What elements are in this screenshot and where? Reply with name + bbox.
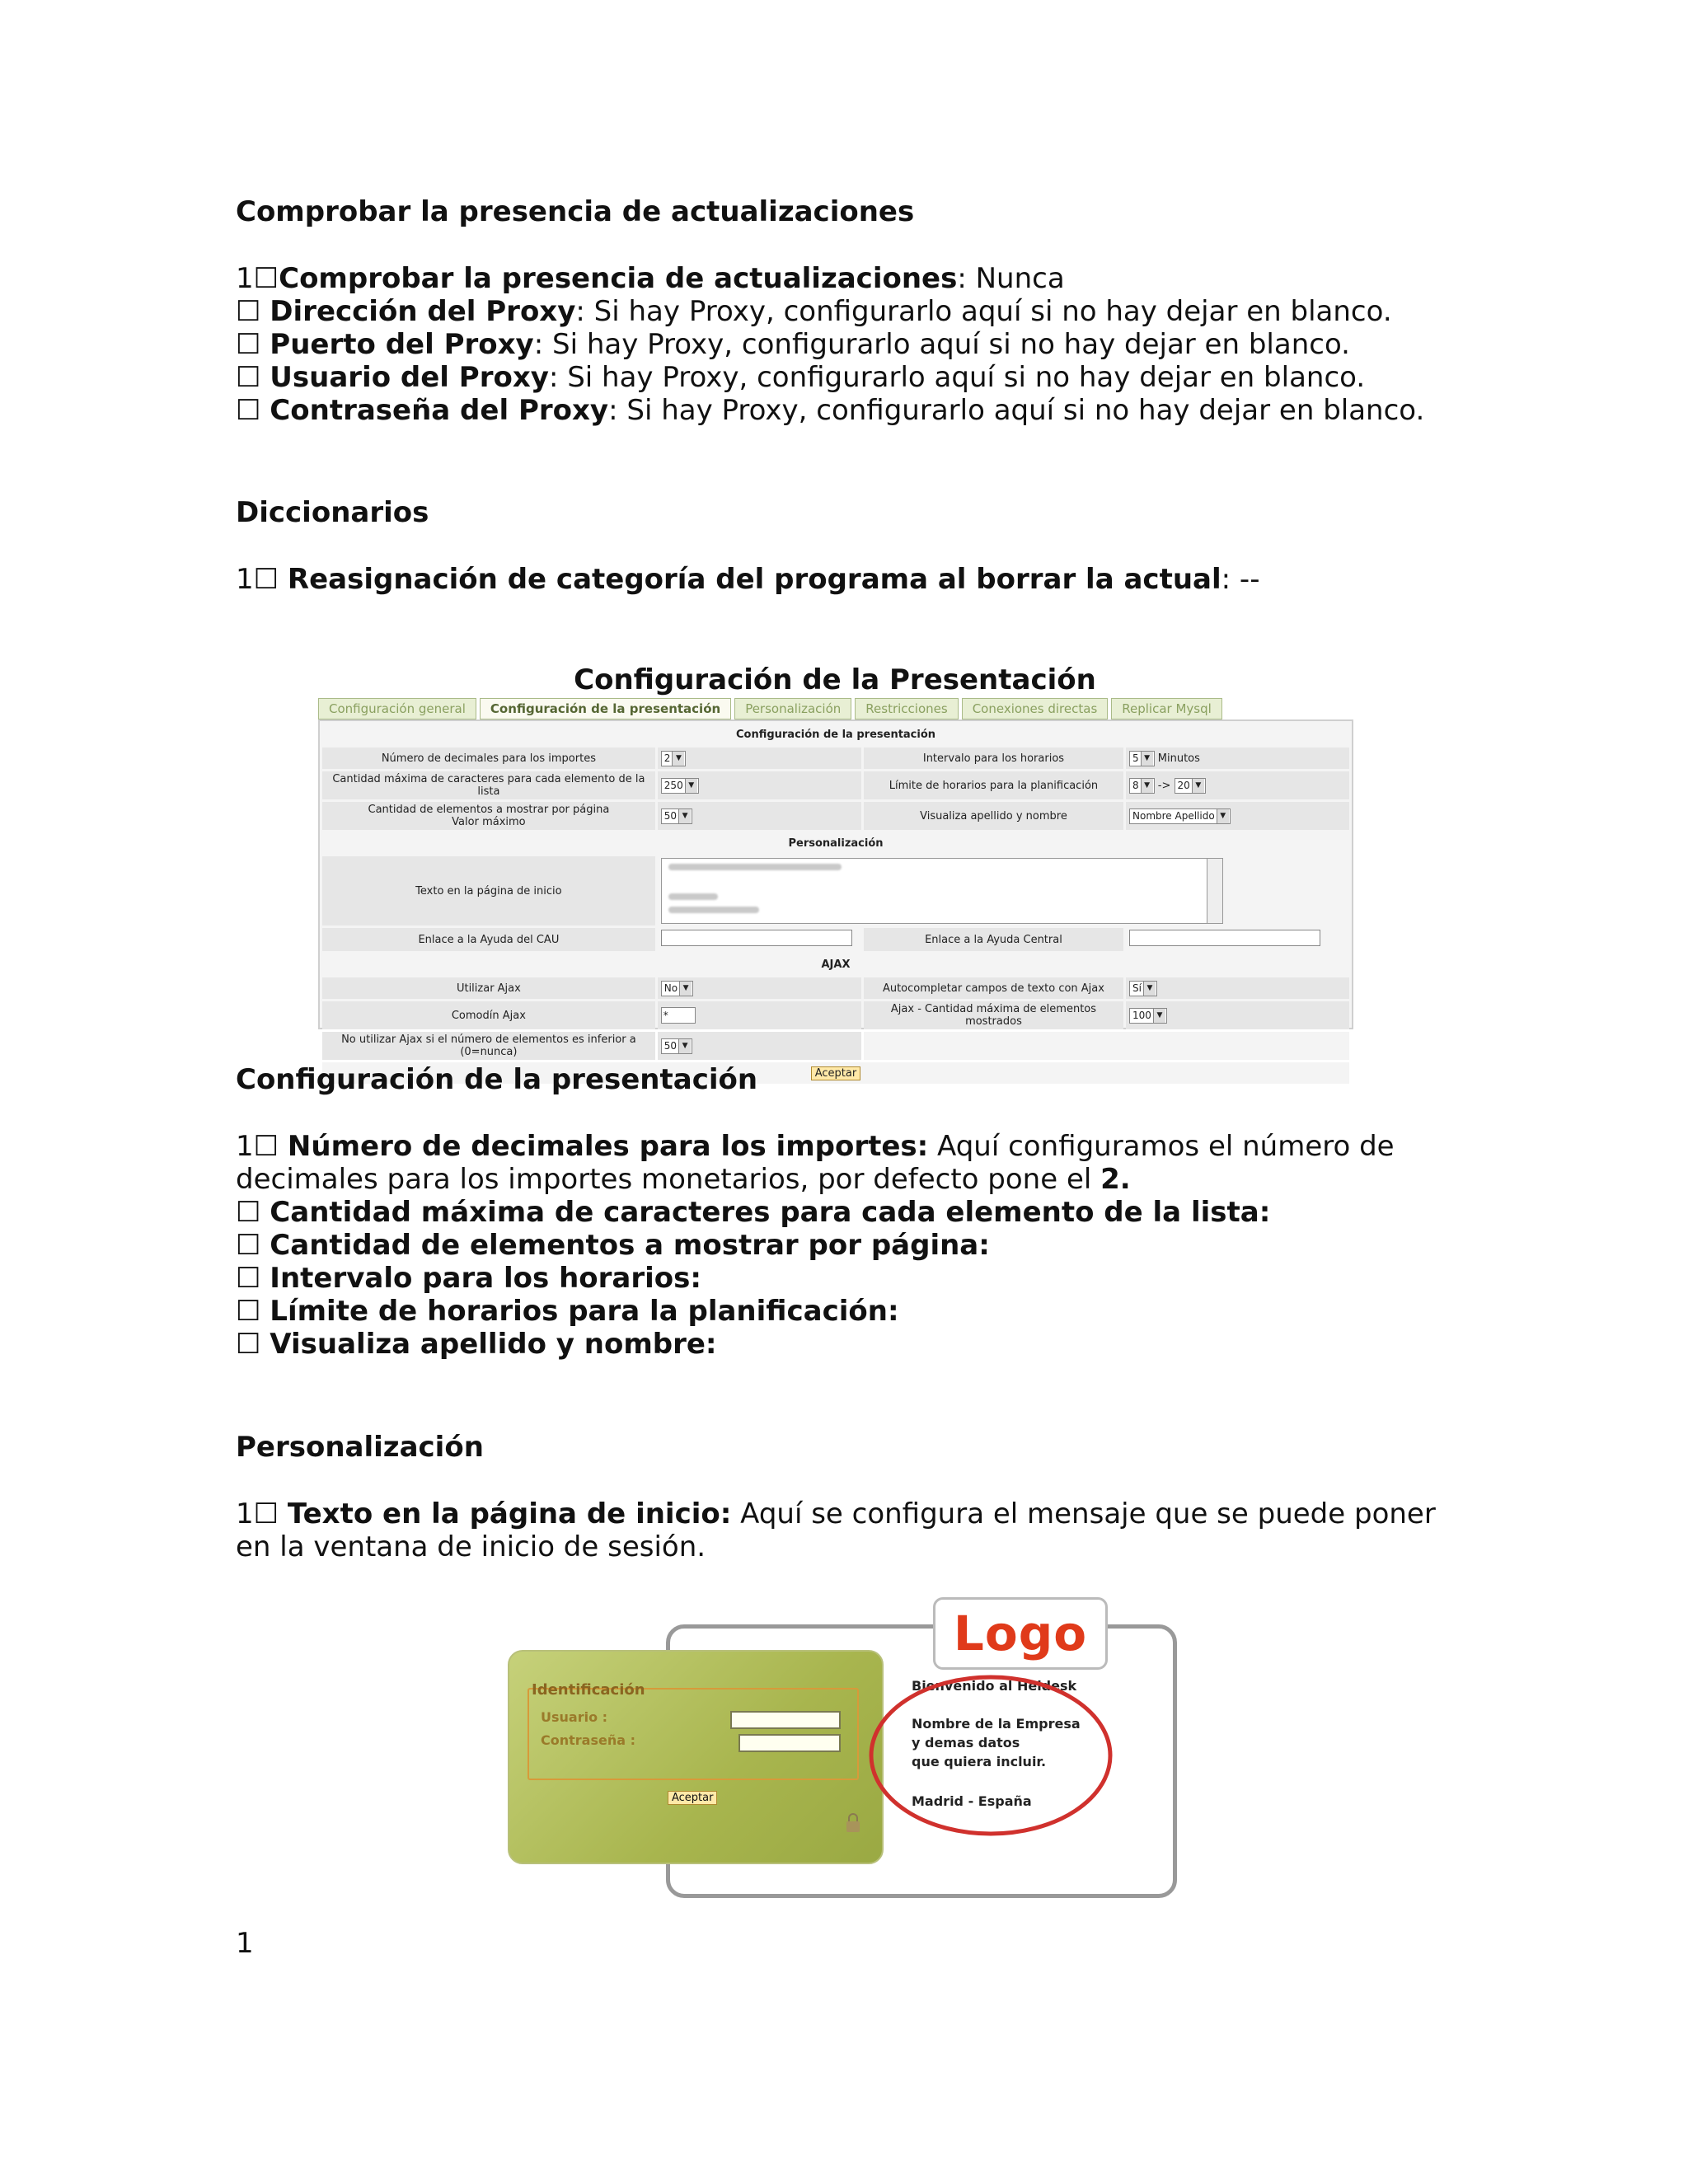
decimales-label: Número de decimales para los importes [322,748,655,769]
section-heading-diccionarios: Diccionarios [236,496,429,529]
config-table [320,721,1352,1086]
tab-personalizacion[interactable]: Personalización [734,698,851,719]
list-item: ☐ Usuario del Proxy: Si hay Proxy, configurarlo aquí si no hay dejar en blanco. [236,361,1366,394]
aceptar-button[interactable]: Aceptar [811,1066,860,1080]
tab-replicar-mysql[interactable]: Replicar Mysql [1111,698,1222,719]
tab-configuracion-presentacion[interactable]: Configuración de la presentación [480,698,731,719]
autocompletar-select[interactable]: Sí ▼ [1129,981,1157,996]
page-number: 1 [236,1927,254,1960]
list-item: ☐ Cantidad de elementos a mostrar por página: [236,1229,990,1262]
comodin-label: Comodín Ajax [322,1001,655,1029]
tab-restricciones[interactable]: Restricciones [855,698,958,719]
cantidad-ajax-label: Ajax - Cantidad máxima de elementos mostrados [864,1001,1123,1029]
list-item: 1☐ Reasignación de categoría del programa al borrar la actual: -- [236,563,1260,596]
section-heading-actualizaciones: Comprobar la presencia de actualizaciones [236,195,915,228]
comodin-input[interactable]: * [661,1007,696,1024]
texto-inicio-label: Texto en la página de inicio [322,856,655,926]
list-item: ☐ Visualiza apellido y nombre: [236,1328,717,1361]
list-item: 1☐ Número de decimales para los importes: Aquí configuramos el número de decimales para los importes monetarios, por defecto pone el 2. [236,1130,1395,1196]
tab-conexiones-directas[interactable]: Conexiones directas [962,698,1109,719]
blurred-text [668,893,718,900]
visualiza-select[interactable]: Nombre Apellido ▼ [1129,808,1231,824]
company-text-line1: Nombre de la Empresa [912,1716,1081,1732]
limite-label: Límite de horarios para la planificación [864,771,1123,799]
list-item: ☐ Contraseña del Proxy: Si hay Proxy, configurarlo aquí si no hay dejar en blanco. [236,394,1425,427]
ajax-heading: AJAX [322,954,1349,975]
limite-to-select[interactable]: 20 ▼ [1175,778,1206,794]
blurred-text [668,907,759,913]
decimales-select[interactable]: 2 ▼ [661,751,687,766]
identificacion-legend: Identificación [532,1681,645,1699]
utilizar-ajax-select[interactable]: No ▼ [661,981,693,996]
texto-inicio-textarea[interactable] [661,858,1223,924]
enlace-central-label: Enlace a la Ayuda Central [864,928,1123,951]
enlace-cau-label: Enlace a la Ayuda del CAU [322,928,655,951]
location-text: Madrid - España [912,1793,1032,1809]
no-utilizar-label: No utilizar Ajax si el número de elementos es inferior a (0=nunca) [322,1032,655,1060]
list-item: 1☐Comprobar la presencia de actualizaciones: Nunca [236,262,1065,295]
scrollbar[interactable] [1207,859,1222,923]
enlace-cau-input[interactable] [661,930,852,946]
lock-icon [846,1813,860,1833]
config-panel [318,719,1353,1080]
highlight-ellipse [867,1673,1114,1838]
welcome-text: Bienvenido al Heldesk [912,1678,1077,1694]
list-item: ☐ Cantidad máxima de caracteres para cada elemento de la lista: [236,1196,1271,1229]
blurred-text [668,864,842,870]
personalizacion-heading: Personalización [322,832,1349,854]
intervalo-unit: Minutos [1157,752,1200,765]
company-text-line2: y demas datos [912,1735,1020,1750]
login-aceptar-button[interactable]: Aceptar [668,1791,717,1805]
elementos-select[interactable]: 50 ▼ [661,808,692,824]
panel-heading: Configuración de la presentación [322,724,1349,745]
section-heading-personalizacion: Personalización [236,1431,484,1464]
list-item: 1☐ Texto en la página de inicio: Aquí se configura el mensaje que se puede poner en la ventana de inicio de sesión. [236,1497,1436,1563]
section-heading-configuracion: Configuración de la presentación [236,1063,758,1096]
usuario-input[interactable] [730,1711,841,1729]
utilizar-ajax-label: Utilizar Ajax [322,977,655,999]
caracteres-label: Cantidad máxima de caracteres para cada elemento de la lista [322,771,655,799]
visualiza-label: Visualiza apellido y nombre [864,802,1123,830]
limite-arrow: -> [1157,779,1171,792]
intervalo-label: Intervalo para los horarios [864,748,1123,769]
elementos-label: Cantidad de elementos a mostrar por página Valor máximo [322,802,655,830]
limite-from-select[interactable]: 8 ▼ [1129,778,1155,794]
intervalo-select[interactable]: 5 ▼ [1129,751,1155,766]
list-item: ☐ Dirección del Proxy: Si hay Proxy, configurarlo aquí si no hay dejar en blanco. [236,295,1392,328]
contrasena-label: Contraseña : [541,1732,635,1748]
usuario-label: Usuario : [541,1709,608,1725]
tab-configuracion-general[interactable]: Configuración general [318,698,476,719]
enlace-central-input[interactable] [1129,930,1320,946]
cantidad-ajax-select[interactable]: 100 ▼ [1129,1008,1167,1024]
list-item: ☐ Límite de horarios para la planificación: [236,1295,899,1328]
contrasena-input[interactable] [738,1734,841,1752]
company-text-line3: que quiera incluir. [912,1754,1047,1769]
logo: Logo [933,1597,1108,1670]
autocompletar-label: Autocompletar campos de texto con Ajax [864,977,1123,999]
list-item: ☐ Intervalo para los horarios: [236,1262,701,1295]
list-item: ☐ Puerto del Proxy: Si hay Proxy, configurarlo aquí si no hay dejar en blanco. [236,328,1350,361]
no-utilizar-select[interactable]: 50 ▼ [661,1038,692,1054]
caracteres-select[interactable]: 250 ▼ [661,778,699,794]
screenshot-title: Configuración de la Presentación [574,663,1096,696]
tab-bar [318,698,1222,719]
